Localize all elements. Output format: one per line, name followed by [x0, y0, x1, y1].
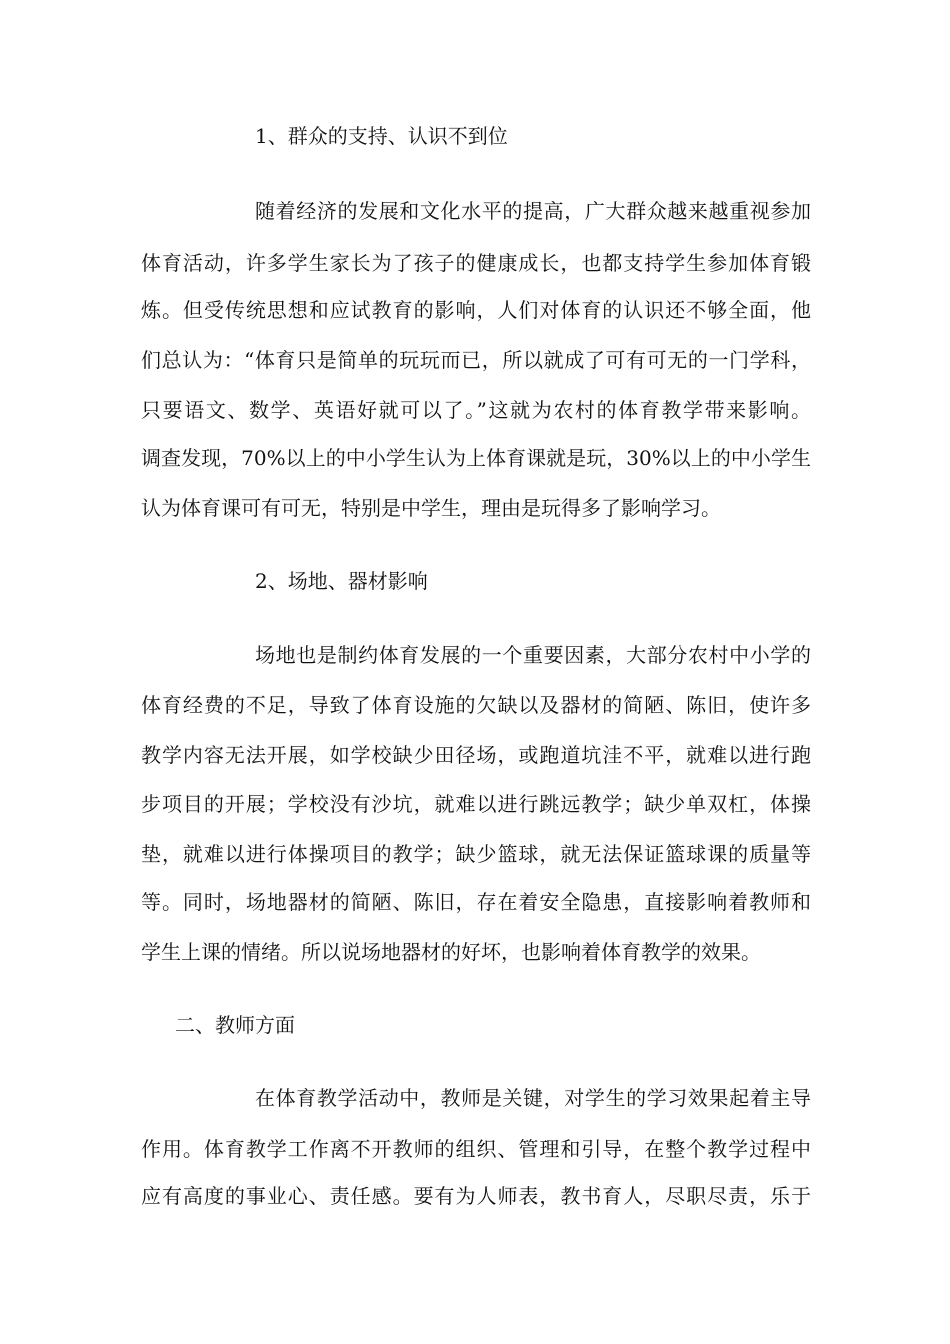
paragraph-line: 在体育教学活动中，教师是关键，对学生的学习效果起着主导: [255, 1086, 811, 1110]
paragraph-line: 作用。体育教学工作离不开教师的组织、管理和引导，在整个教学过程中: [141, 1137, 811, 1161]
paragraph-line: 体育活动，许多学生家长为了孩子的健康成长，也都支持学生参加体育锻: [141, 251, 811, 275]
paragraph-line: 炼。但受传统思想和应试教育的影响，人们对体育的认识还不够全面，他: [141, 298, 811, 322]
paragraph-line: 学生上课的情绪。所以说场地器材的好坏，也影响着体育教学的效果。: [141, 940, 761, 964]
paragraph-line: 场地也是制约体育发展的一个重要因素，大部分农村中小学的: [255, 643, 811, 667]
section-heading-3: 二、教师方面: [175, 1013, 295, 1037]
paragraph-line: 随着经济的发展和文化水平的提高，广大群众越来越重视参加: [255, 199, 811, 223]
section-heading-2: 2、场地、器材影响: [255, 569, 428, 593]
paragraph-line: 等。同时，场地器材的简陋、陈旧，存在着安全隐患，直接影响着教师和: [141, 890, 811, 914]
paragraph-line: 调查发现，70%以上的中小学生认为上体育课就是玩，30%以上的中小学生: [141, 446, 811, 470]
paragraph-line: 们总认为：“体育只是简单的玩玩而已，所以就成了可有可无的一门学科，: [141, 348, 811, 372]
paragraph-line: 应有高度的事业心、责任感。要有为人师表，教书育人，尽职尽责，乐于: [141, 1184, 811, 1208]
paragraph-line: 垫，就难以进行体操项目的教学；缺少篮球，就无法保证篮球课的质量等: [141, 842, 811, 866]
paragraph-line: 步项目的开展；学校没有沙坑，就难以进行跳远教学；缺少单双杠，体操: [141, 792, 811, 816]
paragraph-line: 教学内容无法开展，如学校缺少田径场，或跑道坑洼不平，就难以进行跑: [141, 743, 811, 767]
paragraph-line: 体育经费的不足，导致了体育设施的欠缺以及器材的简陋、陈旧，使许多: [141, 693, 811, 717]
section-heading-1: 1、群众的支持、认识不到位: [255, 124, 508, 148]
paragraph-line: 只要语文、数学、英语好就可以了。”这就为农村的体育教学带来影响。: [141, 398, 811, 422]
paragraph-line: 认为体育课可有可无，特别是中学生，理由是玩得多了影响学习。: [141, 496, 721, 520]
